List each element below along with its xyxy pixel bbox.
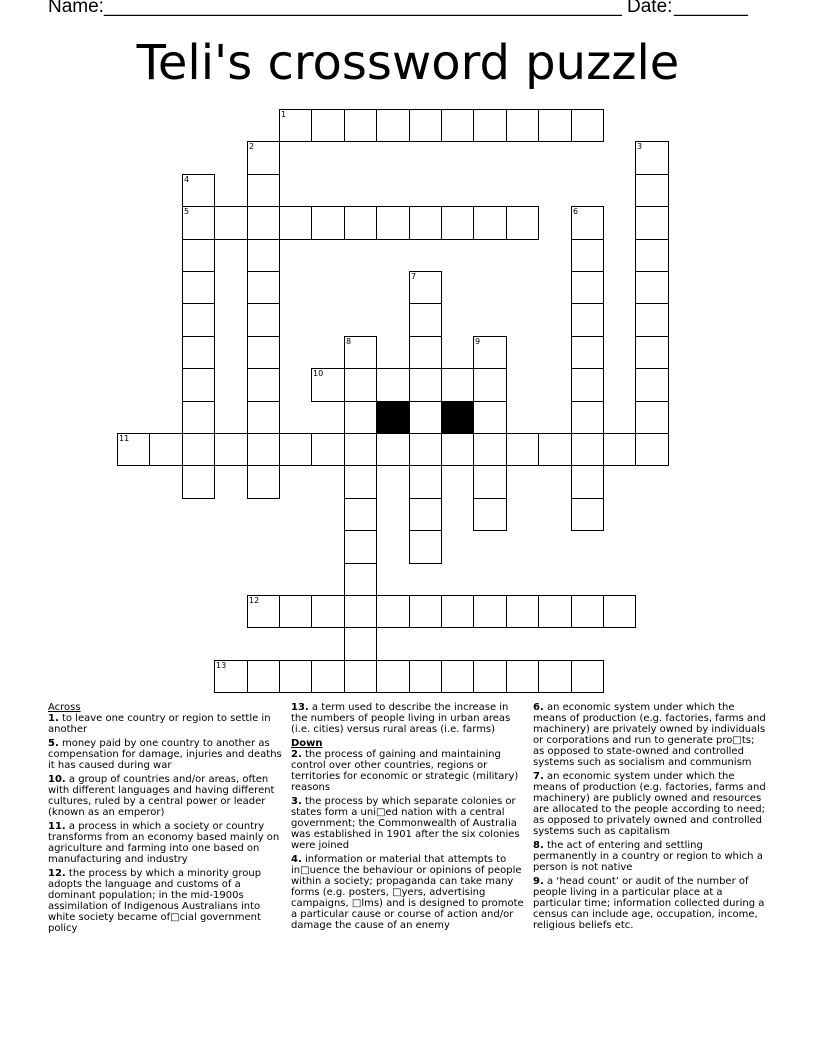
grid-cell[interactable] [182,401,215,434]
clue-number-label: 4 [184,175,190,184]
grid-cell[interactable] [473,206,507,240]
grid-cell[interactable] [441,109,474,142]
grid-cell[interactable] [279,660,312,693]
grid-cell[interactable] [473,401,507,434]
grid-cell[interactable] [344,401,377,434]
grid-cell[interactable] [344,660,377,693]
grid-cell[interactable] [247,206,280,240]
puzzle-title: Teli's crossword puzzle [136,35,680,91]
grid-cell[interactable] [571,239,604,272]
grid-block [441,401,474,434]
grid-cell[interactable] [344,336,377,369]
grid-cell[interactable] [473,465,507,499]
grid-cell[interactable] [182,336,215,369]
grid-cell[interactable] [376,660,410,693]
grid-cell[interactable] [182,271,215,304]
grid-cell[interactable] [311,109,345,142]
grid-cell[interactable] [635,303,669,337]
grid-cell[interactable] [344,498,377,531]
grid-cell[interactable] [473,498,507,531]
grid-cell[interactable] [182,239,215,272]
grid-cell[interactable] [571,433,604,466]
grid-cell[interactable] [376,109,410,142]
clue-down-8: 8. the act of entering and settling permanently in a country or region to which a person is not native [533,840,763,873]
grid-cell[interactable] [344,595,377,628]
clue-across-13: 13. a term used to describe the increase in the numbers of people living in urban areas (i.e. cities) versus rural areas (i.e. farms) [291,702,511,735]
grid-cell[interactable] [441,595,474,628]
grid-cell[interactable] [376,368,410,402]
clue-down-3: 3. the process by which separate colonies or states form a uni□ed nation with a central government; the Commonwealth of Australia was established in 1901 after the six colonies were joined [291,796,520,851]
grid-cell[interactable] [214,206,248,240]
grid-cell[interactable] [247,433,280,466]
grid-cell[interactable] [473,595,507,628]
clue-across-10: 10. a group of countries and/or areas, often with different languages and having different cultures, ruled by a central power or leader (known as an emperor) [48,774,275,818]
clue-across-1: 1. to leave one country or region to settle in another [48,713,271,735]
grid-cell[interactable] [506,206,539,240]
grid-cell[interactable] [311,660,345,693]
grid-cell[interactable] [473,660,507,693]
grid-cell[interactable] [247,465,280,499]
grid-cell[interactable] [311,206,345,240]
grid-cell[interactable] [311,368,345,402]
grid-cell[interactable] [182,368,215,402]
grid-cell[interactable] [635,141,669,175]
grid-cell[interactable] [344,433,377,466]
grid-cell[interactable] [506,660,539,693]
grid-cell[interactable] [247,141,280,175]
grid-cell[interactable] [473,336,507,369]
grid-cell[interactable] [279,206,312,240]
grid-cell[interactable] [571,401,604,434]
clues-column-2 [291,702,526,934]
grid-cell[interactable] [409,595,442,628]
grid-cell[interactable] [409,368,442,402]
grid-block [376,401,410,434]
grid-cell[interactable] [441,660,474,693]
grid-cell[interactable] [376,595,410,628]
grid-cell[interactable] [538,433,572,466]
grid-cell[interactable] [538,109,572,142]
grid-cell[interactable] [182,206,215,240]
grid-cell[interactable] [571,368,604,402]
grid-cell[interactable] [344,368,377,402]
grid-cell[interactable] [571,303,604,337]
clue-down-2: 2. the process of gaining and maintaining control over other countries, regions or territories for economic or strategic (military) reasons [291,749,519,793]
grid-cell[interactable] [571,498,604,531]
grid-cell[interactable] [571,271,604,304]
grid-cell[interactable] [279,109,312,142]
grid-cell[interactable] [344,563,377,596]
grid-cell[interactable] [441,206,474,240]
clue-across-11: 11. a process in which a society or country transforms from an economy based mainly on agriculture and farming into one based on manufacturing and industry [48,821,280,865]
clue-number-label: 2 [249,142,255,151]
grid-cell[interactable] [409,303,442,337]
grid-cell[interactable] [311,595,345,628]
grid-cell[interactable] [214,660,248,693]
grid-cell[interactable] [182,303,215,337]
grid-cell[interactable] [409,433,442,466]
clue-across-12: 12. the process by which a minority group adopts the language and customs of a dominant population; in the mid-1900s assimilation of Indigenous Australians into white society became of□cial government policy [48,868,262,934]
grid-cell[interactable] [473,433,507,466]
name-blank-line: _________________________________________________ [104,0,622,17]
grid-cell[interactable] [117,433,150,466]
clue-number-label: 7 [411,272,417,281]
grid-cell[interactable] [279,595,312,628]
grid-cell[interactable] [344,627,377,661]
clue-number-label: 5 [184,207,190,216]
grid-cell[interactable] [506,595,539,628]
clues-column-3 [533,702,768,934]
date-label: Date: [627,0,673,17]
grid-cell[interactable] [571,206,604,240]
grid-cell[interactable] [409,401,442,434]
grid-cell[interactable] [506,109,539,142]
grid-cell[interactable] [409,660,442,693]
grid-cell[interactable] [603,595,636,628]
grid-cell[interactable] [506,433,539,466]
grid-cell[interactable] [409,465,442,499]
grid-cell[interactable] [571,109,604,142]
grid-cell[interactable] [538,660,572,693]
down-heading: Down [291,738,323,749]
clue-number-label: 10 [313,369,324,378]
grid-cell[interactable] [311,433,345,466]
grid-cell[interactable] [247,239,280,272]
grid-cell[interactable] [409,109,442,142]
clue-down-9: 9. a ‘head count’ or audit of the number of people living in a particular place at a particular time; information collected during a census can include age, occupation, income, religious beliefs etc. [533,876,765,931]
clue-number-label: 9 [475,337,481,346]
grid-cell[interactable] [247,303,280,337]
grid-cell[interactable] [635,368,669,402]
grid-cell[interactable] [635,433,669,466]
grid-cell[interactable] [473,368,507,402]
clue-number-label: 11 [119,434,130,443]
clues-column-1 [48,702,283,937]
clue-number-label: 6 [573,207,579,216]
grid-cell[interactable] [635,271,669,304]
clue-number-label: 3 [637,142,643,151]
grid-cell[interactable] [279,433,312,466]
grid-cell[interactable] [214,433,248,466]
grid-cell[interactable] [344,465,377,499]
grid-cell[interactable] [247,174,280,207]
across-heading: Across [48,702,81,713]
grid-cell[interactable] [182,465,215,499]
grid-cell[interactable] [409,498,442,531]
grid-cell[interactable] [149,433,183,466]
grid-cell[interactable] [409,336,442,369]
grid-cell[interactable] [441,368,474,402]
clue-across-5: 5. money paid by one country to another as compensation for damage, injuries and deaths it has caused during war [48,738,282,771]
grid-cell[interactable] [247,368,280,402]
grid-cell[interactable] [473,109,507,142]
grid-cell[interactable] [182,433,215,466]
grid-cell[interactable] [247,401,280,434]
grid-cell[interactable] [409,206,442,240]
clue-down-4: 4. information or material that attempts to in□uence the behaviour or opinions of people within a society; propaganda can take many forms (e.g. posters, □yers, advertising campaigns, □lms) and is designed to promote a particular cause or course of action and/or damage the cause of an enemy [291,854,524,931]
name-label: Name: [48,0,104,17]
grid-cell[interactable] [635,206,669,240]
grid-cell[interactable] [409,530,442,564]
grid-cell[interactable] [635,239,669,272]
grid-cell[interactable] [247,595,280,628]
clue-number-label: 8 [346,337,352,346]
clue-number-label: 13 [216,661,227,670]
grid-cell[interactable] [376,433,410,466]
grid-cell[interactable] [635,336,669,369]
grid-cell[interactable] [571,336,604,369]
grid-cell[interactable] [571,660,604,693]
grid-cell[interactable] [376,206,410,240]
grid-cell[interactable] [635,401,669,434]
grid-cell[interactable] [441,433,474,466]
grid-cell[interactable] [344,109,377,142]
clue-down-7: 7. an economic system under which the means of production (e.g. factories, farms and machinery) are publicly owned and resources are allocated to the people according to need; as opposed to privately owned and controlled systems such as capitalism [533,771,766,837]
grid-cell[interactable] [182,174,215,207]
grid-cell[interactable] [603,433,636,466]
clue-down-6: 6. an economic system under which the means of production (e.g. factories, farms and machinery) are privately owned by individuals or corporations and run to generate pro□ts; as opposed to state-owned and controlled systems such as socialism and communism [533,702,766,768]
grid-cell[interactable] [247,336,280,369]
clue-number-label: 1 [281,110,287,119]
grid-cell[interactable] [247,271,280,304]
grid-cell[interactable] [247,660,280,693]
grid-cell[interactable] [344,530,377,564]
grid-cell[interactable] [538,595,572,628]
clue-number-label: 12 [249,596,260,605]
grid-cell[interactable] [635,174,669,207]
grid-cell[interactable] [409,271,442,304]
date-blank-line: _______ [674,0,748,17]
grid-cell[interactable] [344,206,377,240]
grid-cell[interactable] [571,465,604,499]
grid-cell[interactable] [571,595,604,628]
